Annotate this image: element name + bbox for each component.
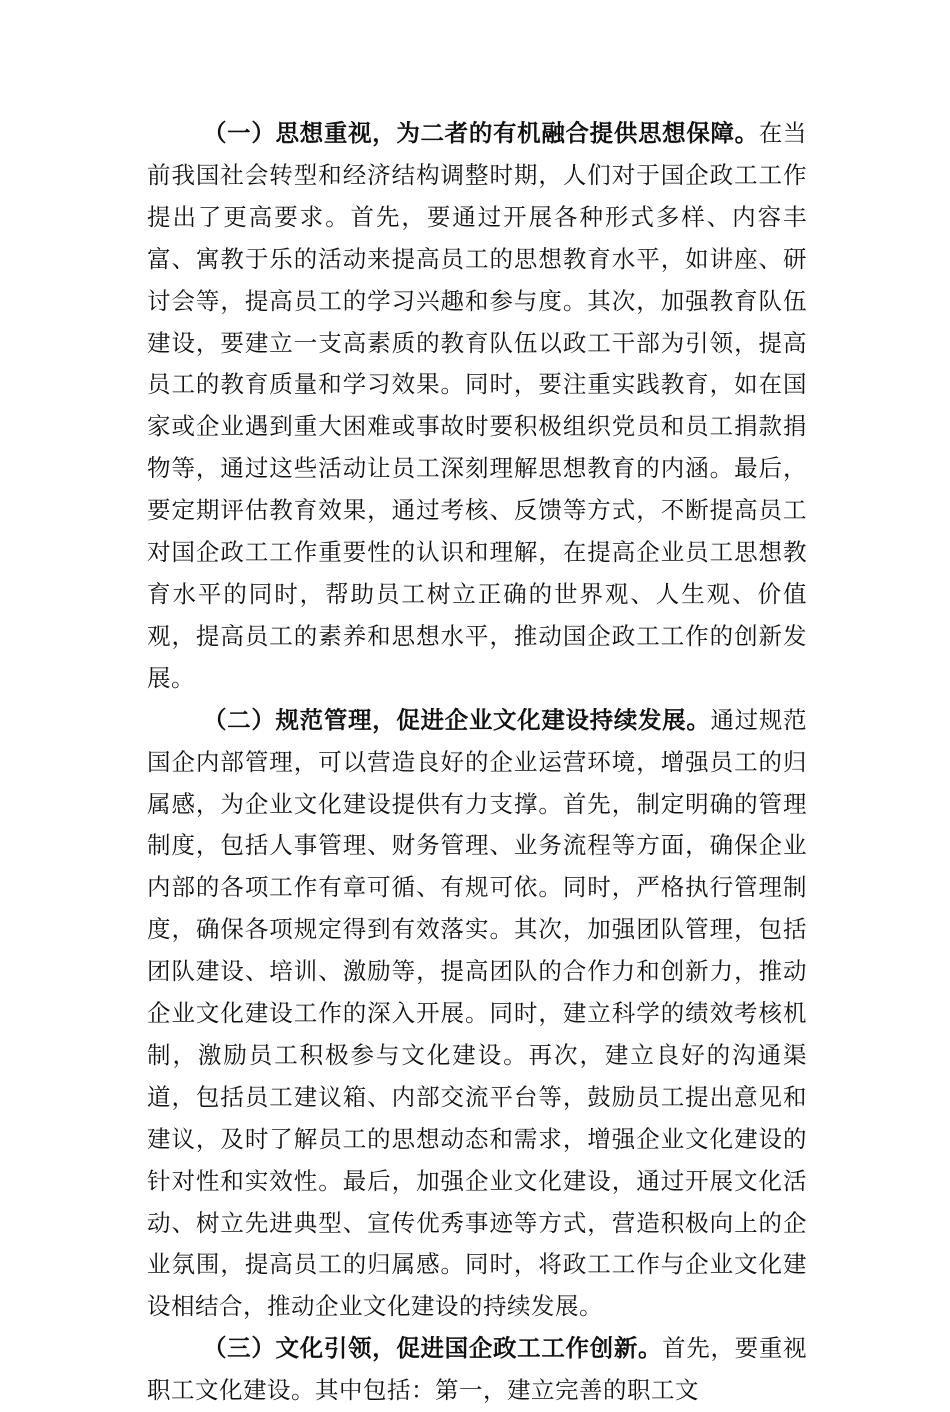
paragraph-1-body: 在当前我国社会转型和经济结构调整时期，人们对于国企政工工作提出了更高要求。首先，要通过开展各种形式多样、内容丰富、寓教于乐的活动来提高员工的思想教育水平，如讲座、研讨会等，提高员工的学习兴趣和参与度。其次，加强教育队伍建设，要建立一支高素质的教育队伍以政工干部为引领，提高员工的教育质量和学习效果。同时，要注重实践教育，如在国家或企业遇到重大困难或事故时要积极组织党员和员工捐款捐物等，通过这些活动让员工深刻理解思想教育的内涵。最后，要定期评估教育效果，通过考核、反馈等方式，不断提高员工对国企政工工作重要性的认识和理解，在提高企业员工思想教育水平的同时，帮助员工树立正确的世界观、人生观、价值观，提高员工的素养和思想水平，推动国企政工工作的创新发展。 bbox=[147, 119, 808, 692]
paragraph-2 bbox=[147, 700, 807, 1329]
paragraph-1-heading: （一）思想重视，为二者的有机融合提供思想保障。 bbox=[203, 119, 759, 147]
paragraph-1 bbox=[147, 113, 807, 700]
paragraph-3-heading: （三）文化引领，促进国企政工工作创新。 bbox=[203, 1334, 663, 1363]
document-body bbox=[147, 113, 807, 1412]
paragraph-2-body: 通过规范国企内部管理，可以营造良好的企业运营环境，增强员工的归属感，为企业文化建设提供有力支撑。首先，制定明确的管理制度，包括人事管理、财务管理、业务流程等方面，确保企业内部的各项工作有章可循、有规可依。同时，严格执行管理制度，确保各项规定得到有效落实。其次，加强团队管理，包括团队建设、培训、激励等，提高团队的合作力和创新力，推动企业文化建设工作的深入开展。同时，建立科学的绩效考核机制，激励员工积极参与文化建设。再次，建立良好的沟通渠道，包括员工建议箱、内部交流平台等，鼓励员工提出意见和建议，及时了解员工的思想动态和需求，增强企业文化建设的针对性和实效性。最后，加强企业文化建设，通过开展文化活动、树立先进典型、宣传优秀事迹等方式，营造积极向上的企业氛围，提高员工的归属感。同时，将政工工作与企业文化建设相结合，推动企业文化建设的持续发展。 bbox=[147, 705, 808, 1321]
paragraph-3-body: 首先，要重视职工文化建设。其中包括：第一，建立完善的职工文 bbox=[147, 1334, 808, 1405]
paragraph-3 bbox=[147, 1328, 807, 1412]
paragraph-2-heading: （二）规范管理，促进企业文化建设持续发展。 bbox=[203, 705, 711, 734]
